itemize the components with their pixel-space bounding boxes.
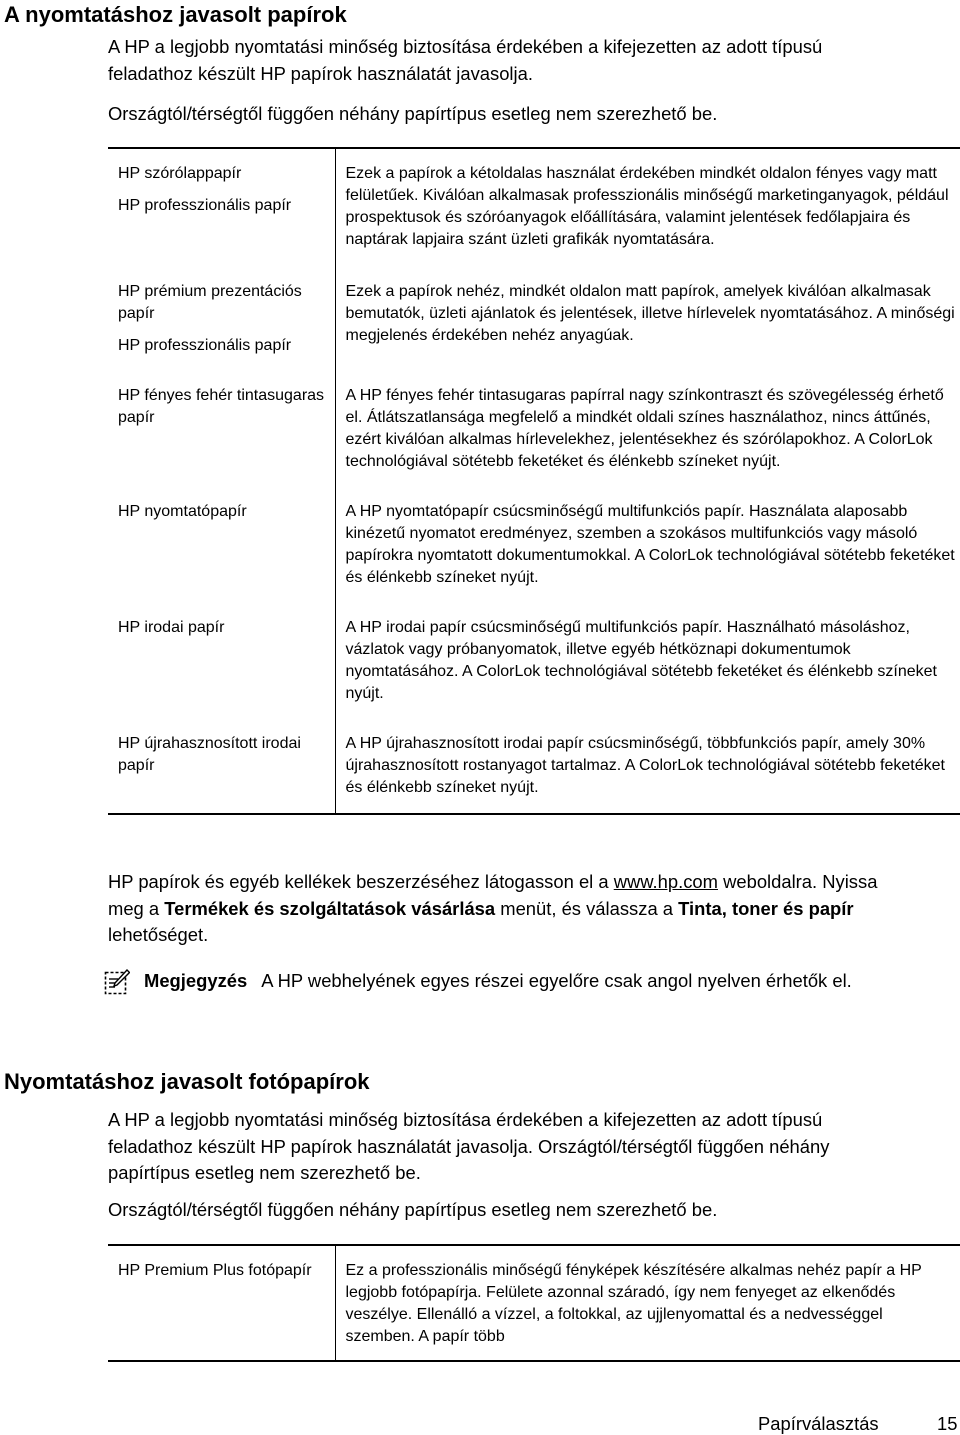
footer-section-name: Papírválasztás — [758, 1413, 879, 1434]
paper-name: HP fényes fehér tintasugaras papír — [118, 387, 325, 426]
table-row — [108, 1245, 960, 1361]
availability-paragraph: Országtól/térségtől függően néhány papírtípus esetleg nem szerezhető be. — [108, 1199, 718, 1220]
order-text: menüt, és válassza a — [495, 897, 679, 919]
table-row — [108, 371, 960, 487]
table-row — [108, 603, 960, 719]
paper-description: A HP újrahasznosított irodai papír csúcsminőségű, többfunkciós papír, amely 30% újrahasznosított rostanyagot tartalmaz. A ColorLok technológiával sötétebb feketéket és élénkebb színeket nyújt. — [335, 719, 960, 814]
paper-description: Ezek a papírok nehéz, mindkét oldalon matt papírok, amelyek kiválóan alkalmasak bemutatók, üzleti ajánlatok és jelentések, illetve hírlevelek nyomtatásához. A minőségi megjelenés érdekében nehéz anyagúak. — [335, 265, 960, 371]
note-box — [104, 967, 904, 994]
order-text: HP papírok és egyéb kellékek beszerzéséhez látogasson el a — [108, 871, 614, 892]
order-text: weboldalra. Nyissa meg a — [108, 871, 878, 919]
paper-name-cell — [108, 487, 335, 603]
paper-name: HP Premium Plus fotópapír — [118, 1262, 312, 1279]
paper-name: HP professzionális papír — [118, 337, 292, 354]
paper-name: HP irodai papír — [118, 619, 225, 636]
note-pencil-icon — [104, 969, 130, 995]
paper-description: A HP fényes fehér tintasugaras papírral nagy színkontraszt és szövegélesség érhető el. Átlátszatlansága megfelelő a mindkét oldali színes használathoz, nincs áttűnés, ezért kiválóan alkalmas hírlevelekhez, jelentésekhez és szórólapokhoz. A ColorLok technológiával sötétebb feketéket és élénkebb színeket nyújt. — [335, 371, 960, 487]
table-row — [108, 148, 960, 265]
paper-name-cell — [108, 719, 335, 814]
intro-paragraph: A HP a legjobb nyomtatási minőség biztosítása érdekében a kifejezetten az adott típusú feladathoz készült HP papírok használatát javasolja. Országtól/térségtől függően néhány papírtípus esetleg nem szerezhető be. — [108, 1109, 830, 1183]
footer-page-number: 15 — [937, 1413, 958, 1434]
section-title: Nyomtatáshoz javasolt fotópapírok — [4, 1069, 370, 1094]
paper-name-cell — [108, 148, 335, 265]
table-row — [108, 719, 960, 814]
paper-name-cell — [108, 603, 335, 719]
paper-name-cell — [108, 371, 335, 487]
section-title: A nyomtatáshoz javasolt papírok — [4, 2, 347, 27]
availability-paragraph: Országtól/térségtől függően néhány papírtípus esetleg nem szerezhető be. — [108, 103, 718, 124]
order-paragraph — [108, 869, 908, 949]
intro-paragraph: A HP a legjobb nyomtatási minőség biztosítása érdekében a kifejezetten az adott típusú feladathoz készült HP papírok használatát javasolja. — [108, 36, 823, 84]
paper-description: Ezek a papírok a kétoldalas használat érdekében mindkét oldalon fényes vagy matt felületűek. Kiválóan alkalmasak professzionális minőségű marketinganyagok, például prospektusok és szóróanyagok előállítására, valamint jelentések fedőlapjaira és naptárak lapjaira szánt üzleti grafikák nyomtatására. — [335, 148, 960, 265]
table-row — [108, 487, 960, 603]
photo-paper-table — [108, 1244, 960, 1362]
paper-name: HP professzionális papír — [118, 197, 292, 214]
paper-table — [108, 147, 960, 815]
paper-description: Ez a professzionális minőségű fényképek készítésére alkalmas nehéz papír a HP legjobb fotópapírja. Felülete azonnal száradó, így nem fenyeget az elkenődés veszélye. Ellenálló a vízzel, a foltokkal, az ujjlenyomattal és a nedvességgel szemben. A papír több — [335, 1245, 960, 1361]
paper-name: HP újrahasznosított irodai papír — [118, 735, 301, 774]
paper-name: HP nyomtatópapír — [118, 503, 247, 520]
note-label: Megjegyzés — [144, 970, 248, 991]
paper-name-cell — [108, 265, 335, 371]
note-content: A HP webhelyének egyes részei egyelőre csak angol nyelven érhetők el. — [261, 970, 852, 991]
option-name: Tinta, toner és papír — [678, 897, 854, 919]
hp-website-link[interactable]: www.hp.com — [613, 871, 718, 892]
note-text — [144, 967, 904, 994]
order-text: lehetőséget. — [108, 924, 209, 945]
paper-description: A HP nyomtatópapír csúcsminőségű multifunkciós papír. Használata alaposabb kinézetű nyomatot eredményez, szemben a szokásos multifunkciós vagy másoló papírokra nyomtatott dokumentumokkal. A ColorLok technológiával sötétebb feketéket és élénkebb színeket nyújt. — [335, 487, 960, 603]
paper-name: HP szórólappapír — [118, 165, 242, 182]
paper-description: A HP irodai papír csúcsminőségű multifunkciós papír. Használható másoláshoz, vázlatok vagy próbanyomatok, illetve egyéb hétköznapi dokumentumok nyomtatásához. A ColorLok technológiával sötétebb feketéket és élénkebb színeket nyújt. — [335, 603, 960, 719]
paper-name-cell — [108, 1245, 335, 1361]
paper-name: HP prémium prezentációs papír — [118, 283, 302, 322]
menu-name: Termékek és szolgáltatások vásárlása — [164, 897, 496, 919]
table-row — [108, 265, 960, 371]
